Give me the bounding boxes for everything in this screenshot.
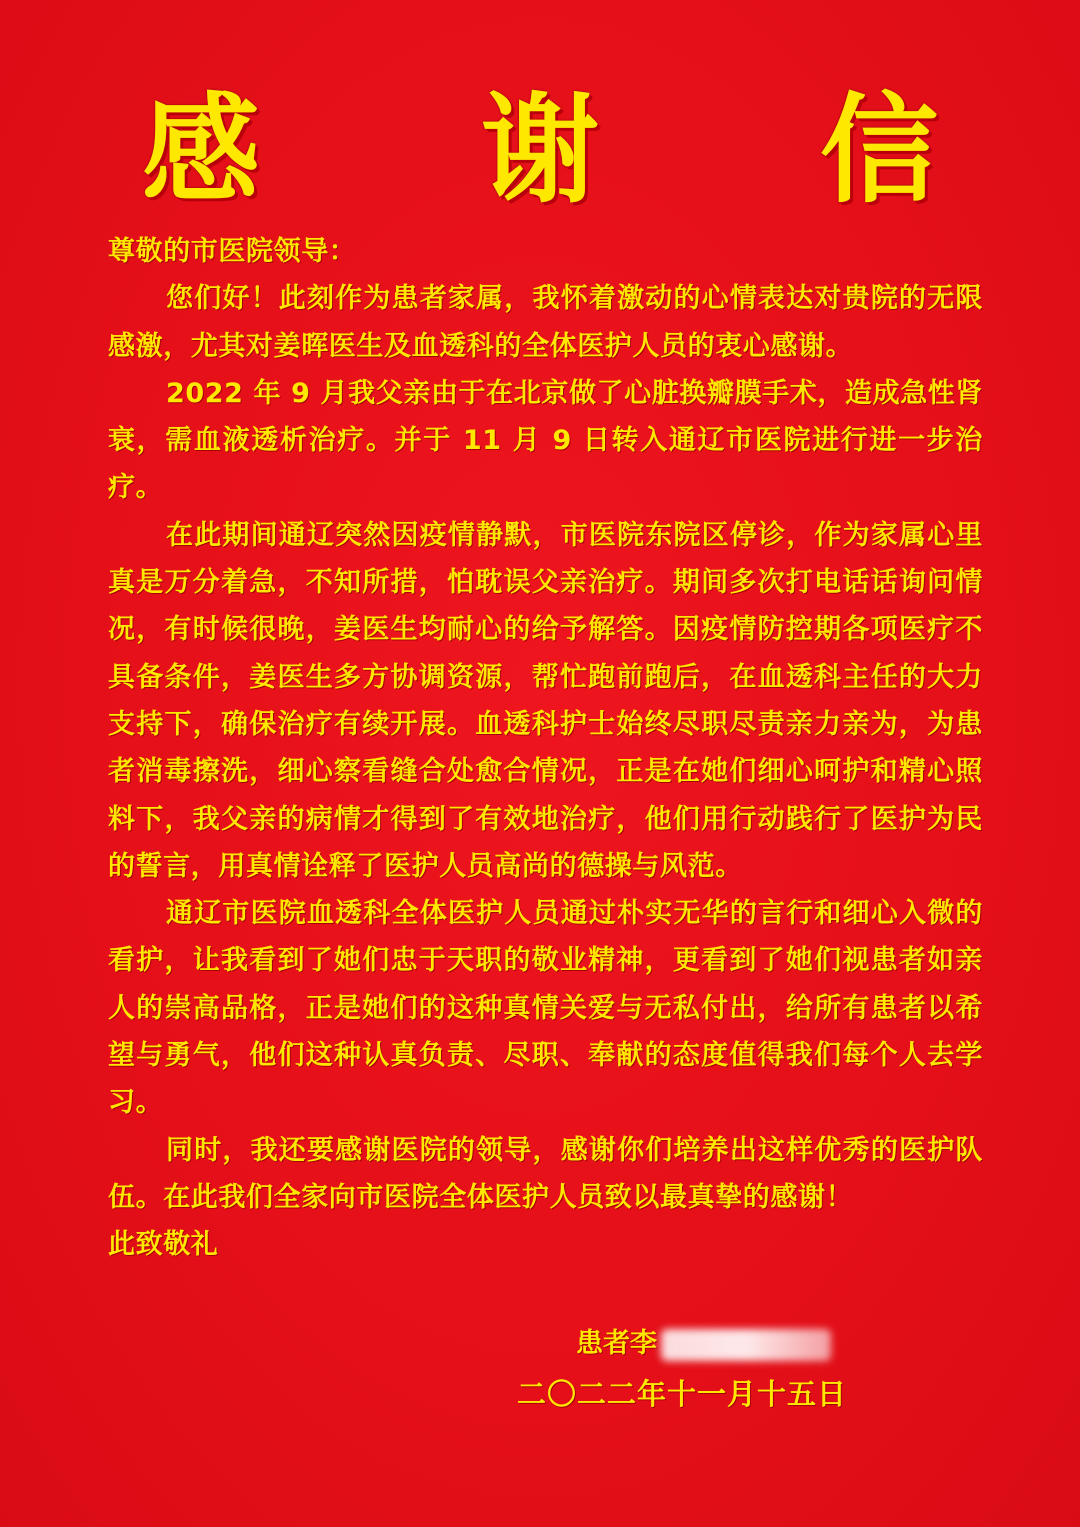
signature-text: 患者李	[576, 1328, 657, 1359]
paragraph-thanks: 同时，我还要感谢医院的领导，感谢你们培养出这样优秀的医护队伍。在此我们全家向市医院全体医护人员致以最真挚的感谢！	[108, 1134, 983, 1213]
signature	[576, 1322, 831, 1366]
letter-body	[108, 228, 983, 1269]
closing-line: 此致敬礼	[108, 1229, 219, 1261]
salutation: 尊敬的市医院领导：	[108, 236, 357, 267]
redacted-name-blur	[661, 1329, 831, 1361]
letter-title: 感 谢 信	[141, 80, 1029, 219]
paragraph-care: 在此期间通辽突然因疫情静默，市医院东院区停诊，作为家属心里真是万分着急，不知所措，怕耽误父亲治疗。期间多次打电话话询问情况，有时候很晚，姜医生均耐心的给予解答。因疫情防控期各项医疗不具备条件，姜医生多方协调资源，帮忙跑前跑后，在血透科主任的大力支持下，确保治疗有续开展。血透科护士始终尽职尽责亲力亲为，为患者消毒擦洗，细心察看缝合处愈合情况，正是在她们细心呵护和精心照料下，我父亲的病情才得到了有效地治疗，他们用行动践行了医护为民的誓言，用真情诠释了医护人员高尚的德操与风范。	[108, 519, 983, 882]
paragraph-greeting: 您们好！此刻作为患者家属，我怀着激动的心情表达对贵院的无限感激，尤其对姜晖医生及血透科的全体医护人员的衷心感谢。	[108, 283, 983, 362]
letter-date: 二〇二二年十一月十五日	[517, 1377, 848, 1411]
paragraph-praise: 通辽市医院血透科全体医护人员通过朴实无华的言行和细心入微的看护，让我看到了她们忠于天职的敬业精神，更看到了她们视患者如亲人的崇高品格，正是她们的这种真情关爱与无私付出，给所有患者以希望与勇气，他们这种认真负责、尽职、奉献的态度值得我们每个人去学习。	[108, 898, 983, 1119]
paragraph-background: 2022 年 9 月我父亲由于在北京做了心脏换瓣膜手术，造成急性肾衰，需血液透析治疗。并于 11 月 9 日转入通辽市医院进行进一步治疗。	[108, 377, 983, 504]
